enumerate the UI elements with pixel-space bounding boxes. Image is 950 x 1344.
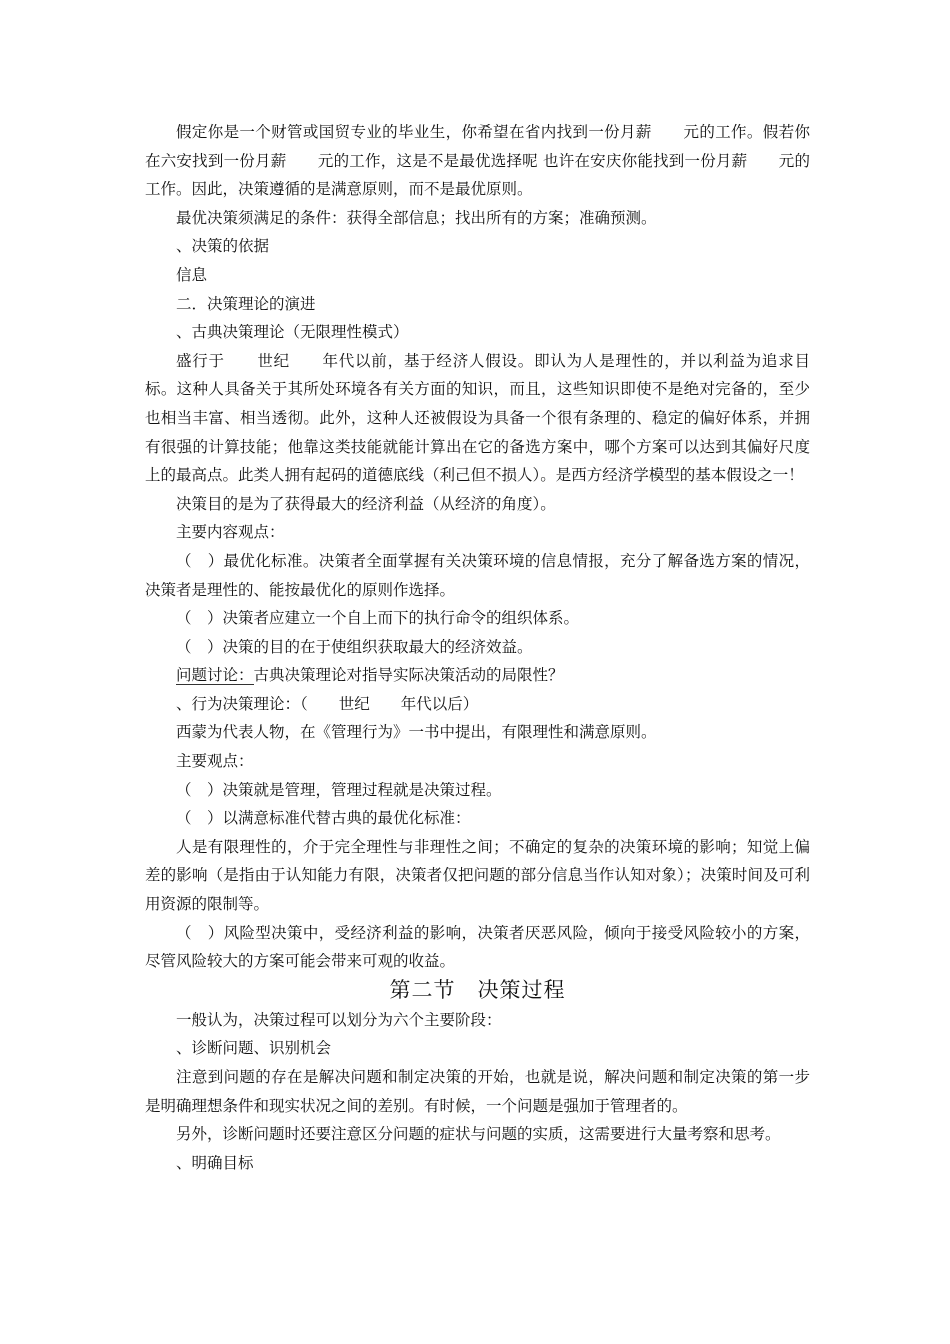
paragraph-economic-man: 盛行于 世纪 年代以前，基于经济人假设。即认为人是理性的，并以利益为追求目标。这种人具备关于其所处环境各有关方面的知识，而且，这些知识即使不是绝对完备的，至少也相当丰富、相当透彻。此外，这种人还被假设为具备一个很有条理的、稳定的偏好体系，并拥有很强的计算技能；他靠这类技能就能计算出在它的备选方案中，哪个方案可以达到其偏好尺度上的最高点。此类人拥有起码的道德底线（利己但不损人）。是西方经济学模型的基本假设之一！ bbox=[145, 351, 810, 485]
paragraph-salary-example: 假定你是一个财管或国贸专业的毕业生，你希望在省内找到一份月薪 元的工作。假若你在六安找到一份月薪 元的工作，这是不是最优选择呢 也许在安庆你能找到一份月薪 元的工作。因此，决策遵循的是满意原则，而不是最优原则。 bbox=[145, 123, 810, 199]
paragraph-simon: 西蒙为代表人物，在《管理行为》一书中提出，有限理性和满意原则。 bbox=[176, 723, 657, 742]
document-page bbox=[145, 118, 810, 1177]
paragraph-decision-purpose: 决策目的是为了获得最大的经济利益（从经济的角度）。 bbox=[176, 494, 556, 513]
list-item-satisfaction-standard: （ ）以满意标准代替古典的最优化标准： bbox=[176, 809, 471, 828]
list-item-top-down: （ ）决策者应建立一个自上而下的执行命令的组织体系。 bbox=[176, 609, 580, 628]
paragraph-main-points: 主要观点： bbox=[176, 752, 254, 771]
subheading-clarify-goals: 、明确目标 bbox=[176, 1153, 254, 1172]
discussion-label: 问题讨论： bbox=[176, 666, 254, 685]
paragraph-main-views: 主要内容观点： bbox=[176, 523, 285, 542]
discussion-text: 古典决策理论对指导实际决策活动的局限性？ bbox=[253, 666, 564, 685]
paragraph-problem-awareness: 注意到问题的存在是解决问题和制定决策的开始，也就是说，解决问题和制定决策的第一步是明确理想条件和现实状况之间的差别。有时候，一个问题是强加于管理者的。 bbox=[145, 1068, 810, 1115]
heading-theory-evolution: 二．决策理论的演进 bbox=[176, 294, 316, 313]
list-item-risk-aversion: （ ）风险型决策中，受经济利益的影响，决策者厌恶风险，倾向于接受风险较小的方案，尽管风险较大的方案可能会带来可观的收益。 bbox=[145, 923, 810, 971]
list-item-decision-is-management: （ ）决策就是管理，管理过程就是决策过程。 bbox=[176, 780, 502, 799]
list-item-max-benefit: （ ）决策的目的在于使组织获取最大的经济效益。 bbox=[176, 637, 533, 656]
discussion-line bbox=[145, 661, 810, 690]
paragraph-optimal-conditions: 最优决策须满足的条件：获得全部信息；找出所有的方案；准确预测。 bbox=[176, 208, 657, 227]
list-item-optimization: （ ）最优化标准。决策者全面掌握有关决策环境的信息情报，充分了解备选方案的情况，决策者是理性的、能按最优化的原则作选择。 bbox=[145, 551, 810, 599]
paragraph-symptom-vs-essence: 另外，诊断问题时还要注意区分问题的症状与问题的实质，这需要进行大量考察和思考。 bbox=[176, 1125, 781, 1144]
subheading-diagnose-problem: 、诊断问题、识别机会 bbox=[176, 1039, 332, 1058]
paragraph-bounded-rationality: 人是有限理性的，介于完全理性与非理性之间；不确定的复杂的决策环境的影响；知觉上偏差的影响（是指由于认知能力有限，决策者仅把问题的部分信息当作认知对象）；决策时间及可利用资源的限制等。 bbox=[145, 837, 810, 914]
paragraph-information: 信息 bbox=[176, 265, 208, 284]
subheading-classical-theory: 、古典决策理论（无限理性模式） bbox=[176, 323, 409, 342]
section-title: 第二节 决策过程 bbox=[389, 977, 566, 1002]
subheading-behavioral-theory: 、行为决策理论：（ 世纪 年代以后） bbox=[176, 694, 479, 713]
subheading-decision-basis: 、决策的依据 bbox=[176, 237, 270, 256]
paragraph-six-stages: 一般认为，决策过程可以划分为六个主要阶段： bbox=[176, 1010, 502, 1029]
